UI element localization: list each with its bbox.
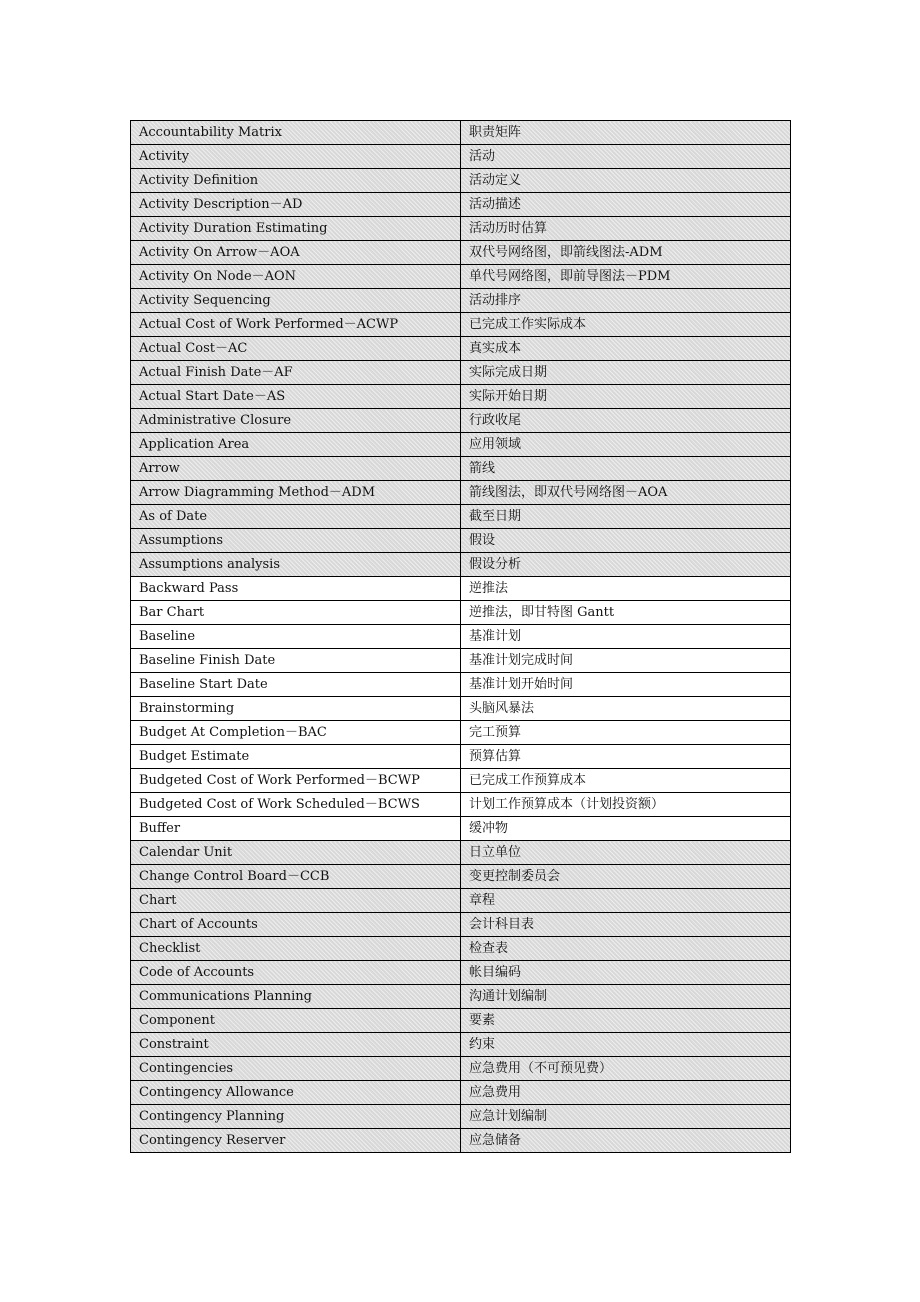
- glossary-row: [131, 697, 791, 721]
- chinese-term-cell: 职责矩阵: [461, 121, 791, 145]
- english-term-cell: Contingency Reserver: [131, 1129, 461, 1153]
- glossary-table-body: [131, 121, 791, 1153]
- english-term-cell: Calendar Unit: [131, 841, 461, 865]
- english-term-cell: Bar Chart: [131, 601, 461, 625]
- glossary-row: [131, 865, 791, 889]
- glossary-row: [131, 937, 791, 961]
- glossary-row: [131, 673, 791, 697]
- glossary-row: [131, 625, 791, 649]
- english-term-cell: Activity On Arrow－AOA: [131, 241, 461, 265]
- chinese-term-cell: 章程: [461, 889, 791, 913]
- chinese-term-cell: 已完成工作实际成本: [461, 313, 791, 337]
- english-term-cell: Assumptions analysis: [131, 553, 461, 577]
- english-term-cell: Budget At Completion－BAC: [131, 721, 461, 745]
- glossary-row: [131, 889, 791, 913]
- english-term-cell: Contingency Planning: [131, 1105, 461, 1129]
- english-term-cell: Application Area: [131, 433, 461, 457]
- english-term-cell: Activity: [131, 145, 461, 169]
- english-term-cell: Actual Cost of Work Performed－ACWP: [131, 313, 461, 337]
- glossary-row: [131, 505, 791, 529]
- english-term-cell: Arrow: [131, 457, 461, 481]
- chinese-term-cell: 应用领域: [461, 433, 791, 457]
- chinese-term-cell: 活动历时估算: [461, 217, 791, 241]
- glossary-row: [131, 1033, 791, 1057]
- glossary-row: [131, 1129, 791, 1153]
- chinese-term-cell: 双代号网络图，即箭线图法-ADM: [461, 241, 791, 265]
- english-term-cell: Activity Sequencing: [131, 289, 461, 313]
- glossary-row: [131, 121, 791, 145]
- english-term-cell: Activity Duration Estimating: [131, 217, 461, 241]
- chinese-term-cell: 计划工作预算成本（计划投资额）: [461, 793, 791, 817]
- glossary-row: [131, 1081, 791, 1105]
- english-term-cell: Budgeted Cost of Work Scheduled－BCWS: [131, 793, 461, 817]
- glossary-row: [131, 841, 791, 865]
- chinese-term-cell: 基准计划: [461, 625, 791, 649]
- english-term-cell: Constraint: [131, 1033, 461, 1057]
- glossary-row: [131, 1009, 791, 1033]
- english-term-cell: Baseline: [131, 625, 461, 649]
- glossary-row: [131, 577, 791, 601]
- chinese-term-cell: 基准计划完成时间: [461, 649, 791, 673]
- glossary-row: [131, 769, 791, 793]
- english-term-cell: Actual Cost－AC: [131, 337, 461, 361]
- chinese-term-cell: 约束: [461, 1033, 791, 1057]
- english-term-cell: Accountability Matrix: [131, 121, 461, 145]
- chinese-term-cell: 活动排序: [461, 289, 791, 313]
- glossary-row: [131, 985, 791, 1009]
- english-term-cell: Chart of Accounts: [131, 913, 461, 937]
- english-term-cell: Baseline Finish Date: [131, 649, 461, 673]
- chinese-term-cell: 应急费用: [461, 1081, 791, 1105]
- chinese-term-cell: 实际完成日期: [461, 361, 791, 385]
- glossary-row: [131, 217, 791, 241]
- chinese-term-cell: 箭线: [461, 457, 791, 481]
- glossary-table: [130, 120, 791, 1153]
- chinese-term-cell: 帐目编码: [461, 961, 791, 985]
- chinese-term-cell: 逆推法: [461, 577, 791, 601]
- glossary-row: [131, 169, 791, 193]
- glossary-row: [131, 193, 791, 217]
- chinese-term-cell: 箭线图法，即双代号网络图－AOA: [461, 481, 791, 505]
- glossary-row: [131, 481, 791, 505]
- english-term-cell: Activity Definition: [131, 169, 461, 193]
- chinese-term-cell: 截至日期: [461, 505, 791, 529]
- english-term-cell: As of Date: [131, 505, 461, 529]
- english-term-cell: Change Control Board－CCB: [131, 865, 461, 889]
- english-term-cell: Arrow Diagramming Method－ADM: [131, 481, 461, 505]
- glossary-row: [131, 529, 791, 553]
- chinese-term-cell: 已完成工作预算成本: [461, 769, 791, 793]
- glossary-row: [131, 265, 791, 289]
- chinese-term-cell: 会计科目表: [461, 913, 791, 937]
- chinese-term-cell: 行政收尾: [461, 409, 791, 433]
- glossary-row: [131, 1105, 791, 1129]
- glossary-row: [131, 145, 791, 169]
- english-term-cell: Actual Finish Date－AF: [131, 361, 461, 385]
- glossary-row: [131, 817, 791, 841]
- chinese-term-cell: 应急费用（不可预见费）: [461, 1057, 791, 1081]
- english-term-cell: Activity Description－AD: [131, 193, 461, 217]
- glossary-row: [131, 313, 791, 337]
- chinese-term-cell: 完工预算: [461, 721, 791, 745]
- chinese-term-cell: 真实成本: [461, 337, 791, 361]
- chinese-term-cell: 缓冲物: [461, 817, 791, 841]
- chinese-term-cell: 假设: [461, 529, 791, 553]
- glossary-row: [131, 337, 791, 361]
- english-term-cell: Activity On Node－AON: [131, 265, 461, 289]
- chinese-term-cell: 沟通计划编制: [461, 985, 791, 1009]
- english-term-cell: Component: [131, 1009, 461, 1033]
- glossary-row: [131, 361, 791, 385]
- chinese-term-cell: 单代号网络图，即前导图法－PDM: [461, 265, 791, 289]
- english-term-cell: Actual Start Date－AS: [131, 385, 461, 409]
- english-term-cell: Contingency Allowance: [131, 1081, 461, 1105]
- glossary-row: [131, 745, 791, 769]
- chinese-term-cell: 要素: [461, 1009, 791, 1033]
- glossary-row: [131, 553, 791, 577]
- chinese-term-cell: 头脑风暴法: [461, 697, 791, 721]
- english-term-cell: Code of Accounts: [131, 961, 461, 985]
- glossary-row: [131, 961, 791, 985]
- english-term-cell: Chart: [131, 889, 461, 913]
- chinese-term-cell: 预算估算: [461, 745, 791, 769]
- glossary-row: [131, 289, 791, 313]
- english-term-cell: Budget Estimate: [131, 745, 461, 769]
- chinese-term-cell: 活动: [461, 145, 791, 169]
- chinese-term-cell: 检查表: [461, 937, 791, 961]
- chinese-term-cell: 应急计划编制: [461, 1105, 791, 1129]
- glossary-row: [131, 241, 791, 265]
- english-term-cell: Administrative Closure: [131, 409, 461, 433]
- chinese-term-cell: 活动定义: [461, 169, 791, 193]
- glossary-row: [131, 409, 791, 433]
- english-term-cell: Assumptions: [131, 529, 461, 553]
- chinese-term-cell: 假设分析: [461, 553, 791, 577]
- glossary-row: [131, 793, 791, 817]
- chinese-term-cell: 活动描述: [461, 193, 791, 217]
- english-term-cell: Budgeted Cost of Work Performed－BCWP: [131, 769, 461, 793]
- glossary-row: [131, 433, 791, 457]
- english-term-cell: Baseline Start Date: [131, 673, 461, 697]
- chinese-term-cell: 实际开始日期: [461, 385, 791, 409]
- english-term-cell: Communications Planning: [131, 985, 461, 1009]
- english-term-cell: Checklist: [131, 937, 461, 961]
- chinese-term-cell: 应急储备: [461, 1129, 791, 1153]
- english-term-cell: Buffer: [131, 817, 461, 841]
- glossary-row: [131, 1057, 791, 1081]
- english-term-cell: Contingencies: [131, 1057, 461, 1081]
- english-term-cell: Backward Pass: [131, 577, 461, 601]
- chinese-term-cell: 变更控制委员会: [461, 865, 791, 889]
- glossary-row: [131, 913, 791, 937]
- chinese-term-cell: 逆推法，即甘特图 Gantt: [461, 601, 791, 625]
- glossary-row: [131, 649, 791, 673]
- chinese-term-cell: 基准计划开始时间: [461, 673, 791, 697]
- glossary-row: [131, 385, 791, 409]
- glossary-row: [131, 601, 791, 625]
- glossary-row: [131, 457, 791, 481]
- glossary-row: [131, 721, 791, 745]
- english-term-cell: Brainstorming: [131, 697, 461, 721]
- chinese-term-cell: 日立单位: [461, 841, 791, 865]
